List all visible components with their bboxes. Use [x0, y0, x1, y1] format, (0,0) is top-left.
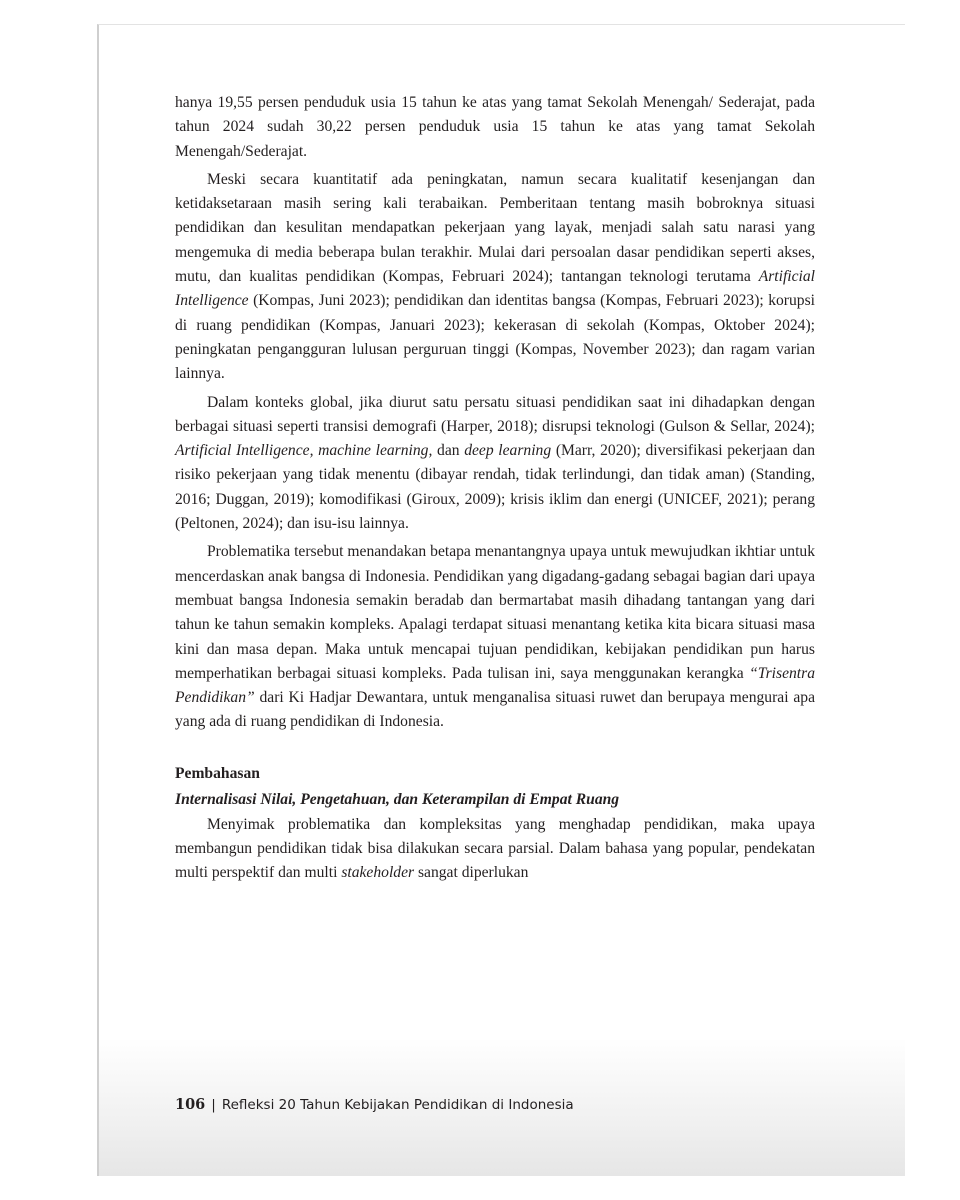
page-number: 106 [175, 1096, 206, 1113]
paragraph-1: Meski secara kuantitatif ada peningkatan, namun secara kualitatif kesenjangan dan ketidaksetaraan masih sering kali terabaikan. Pemberitaan tentang masih bobroknya situasi pendidikan dan kesulitan mendapatkan pekerjaan yang layak, menjadi salah satu narasi yang mengemuka di media beberapa bulan terakhir. Mulai dari persoalan dasar pendidikan seperti akses, mutu, dan kualitas pendidikan (Kompas, Februari 2024); tantangan teknologi terutama Artificial Intelligence (Kompas, Juni 2023); pendidikan dan identitas bangsa (Kompas, Februari 2023); korupsi di ruang pendidikan (Kompas, Januari 2023); kekerasan di sekolah (Kompas, Oktober 2024); peningkatan pengangguran lulusan perguruan tinggi (Kompas, November 2023); dan ragam varian lainnya. [175, 170, 815, 383]
italic-run: deep learning [464, 442, 552, 460]
italic-run: stakeholder [341, 864, 415, 882]
italic-run: “Trisentra Pendidikan” [175, 664, 815, 707]
paragraph-2: Dalam konteks global, jika diurut satu persatu situasi pendidikan saat ini dihadapkan dengan berbagai situasi seperti transisi demografi (Harper, 2018); disrupsi teknologi (Gulson & Sellar, 2024); Artificial Intelligence, machine learning, dan deep learning (Marr, 2020); diversifikasi pekerjaan dan risiko pekerjaan yang tidak menentu (dibayar rendah, tidak terlindungi, dan tidak aman) (Standing, 2016; Duggan, 2019); komodifikasi (Giroux, 2009); krisis iklim dan energi (UNICEF, 2021); perang (Peltonen, 2024); dan isu-isu lainnya. [175, 393, 816, 533]
footer-separator: | [211, 1097, 216, 1113]
italic-run: Artificial Intelligence, machine learning, [175, 442, 433, 460]
section-subheading: Internalisasi Nilai, Pengetahuan, dan Keterampilan di Empat Ruang [175, 790, 620, 808]
book-page [97, 24, 905, 1176]
paragraph-3: Problematika tersebut menandakan betapa menantangnya upaya untuk mewujudkan ikhtiar untuk mencerdaskan anak bangsa di Indonesia. Pendidikan yang digadang-gadang sebagai bagian dari upaya membuat bangsa Indonesia semakin beradab dan bermartabat masih dihadang tantangan yang dari tahun ke tahun semakin kompleks. Apalagi terdapat situasi menantang ketika kita bicara situasi masa kini dan masa depan. Maka untuk mencapai tujuan pendidikan, kebijakan pendidikan pun harus memperhatikan berbagai situasi kompleks. Pada tulisan ini, saya menggunakan kerangka “Trisentra Pendidikan” dari Ki Hadjar Dewantara, untuk menganalisa situasi ruwet dan berupaya mengurai apa yang ada di ruang pendidikan di Indonesia. [175, 543, 815, 731]
book-title: Refleksi 20 Tahun Kebijakan Pendidikan di Indonesia [221, 1097, 574, 1113]
paragraph-0: hanya 19,55 persen penduduk usia 15 tahun ke atas yang tamat Sekolah Menengah/ Sederajat, pada tahun 2024 sudah 30,22 persen penduduk usia 15 tahun ke atas yang tamat Sekolah Menengah/Sederajat. [175, 94, 815, 160]
page-footer [175, 1096, 574, 1113]
section-heading: Pembahasan [175, 764, 260, 782]
italic-run: Artificial Intelligence [175, 268, 815, 310]
body-text [175, 91, 815, 890]
paragraph-4: Menyimak problematika dan kompleksitas yang menghadap pendidikan, maka upaya membangun pendidikan tidak bisa dilakukan secara parsial. Dalam bahasa yang popular, pendekatan multi perspektif dan multi stakeholder sangat diperlukan [175, 815, 815, 882]
